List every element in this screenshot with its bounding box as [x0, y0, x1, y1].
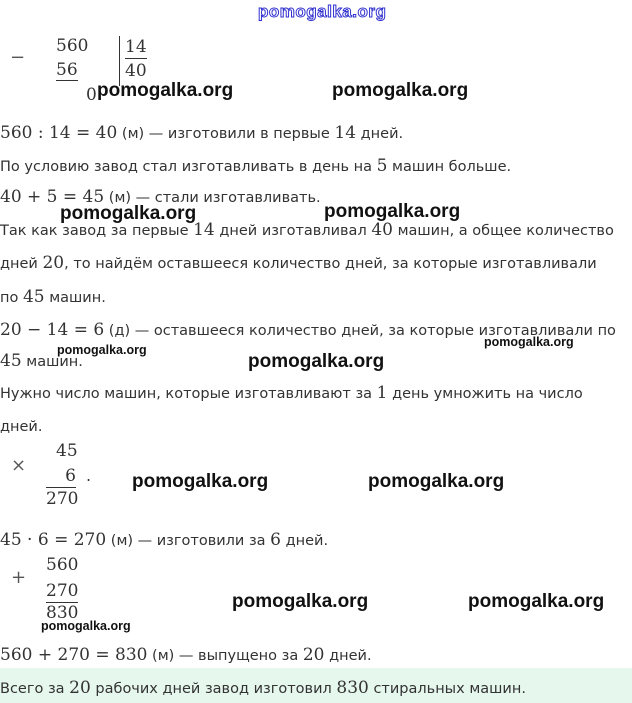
subtrahend: 56: [56, 60, 78, 80]
text-fragment: по: [0, 290, 23, 306]
text-fragment: (м) — стали изготавливать.: [104, 190, 321, 206]
divisor: 14: [125, 37, 147, 57]
text-fragment: (м) — изготовили за: [106, 533, 271, 549]
addend-a: 560: [46, 555, 79, 575]
math-expression: 40: [371, 220, 393, 240]
watermark: pomogalka.org: [468, 591, 605, 612]
math-expression: 40 + 5 = 45: [0, 187, 105, 207]
math-expression: 45 · 6 = 270: [0, 530, 107, 550]
text-fragment: день умножить на число: [387, 386, 583, 402]
text-fragment: (м) — выпущено за: [147, 648, 303, 664]
dot: .: [86, 466, 92, 485]
text-fragment: дней.: [324, 648, 372, 664]
solution-line: [0, 530, 328, 551]
math-expression: 14: [193, 220, 215, 240]
solution-line: [0, 678, 526, 699]
watermark: pomogalka.org: [132, 471, 269, 492]
times-sign: ×: [11, 455, 27, 476]
sum: 830: [46, 603, 79, 623]
text-fragment: Так как завод за первые: [0, 223, 194, 239]
remainder: 0: [86, 85, 97, 105]
watermark: pomogalka.org: [232, 591, 369, 612]
factor-b: 6: [46, 465, 76, 488]
math-expression: 20: [42, 253, 65, 273]
text-fragment: дней: [0, 256, 43, 272]
math-expression: 1: [376, 383, 388, 403]
text-fragment: стиральных машин.: [368, 681, 526, 697]
math-expression: 45: [0, 351, 22, 371]
quotient: 40: [125, 61, 147, 81]
solution-line: [0, 253, 597, 274]
text-fragment: рабочих дней завод изготовил: [90, 681, 337, 697]
text-fragment: По условию завод стал изготавливать в день на: [0, 159, 377, 175]
watermark: pomogalka.org: [60, 203, 197, 224]
watermark-top: pomogalka.org: [258, 2, 387, 21]
text-fragment: дней.: [0, 419, 43, 435]
text-fragment: (д) — оставшееся количество дней, за которые изготавливали по: [104, 323, 616, 339]
text-fragment: дней.: [356, 126, 404, 142]
watermark: pomogalka.org: [324, 201, 461, 222]
math-expression: 560 + 270 = 830: [0, 645, 148, 665]
plus-sign: +: [11, 567, 27, 588]
math-expression: 14: [334, 123, 357, 143]
watermark: pomogalka.org: [484, 335, 574, 349]
text-fragment: машин, а общее количество: [392, 223, 614, 239]
dividend: 560: [56, 36, 89, 56]
text-fragment: машин больше.: [387, 159, 512, 175]
watermark: pomogalka.org: [332, 80, 469, 101]
watermark: pomogalka.org: [41, 619, 131, 633]
math-expression: 20: [69, 678, 91, 698]
text-fragment: дней изготавливал: [214, 223, 372, 239]
solution-line: [0, 417, 42, 437]
factor-a: 45: [56, 441, 78, 461]
watermark: pomogalka.org: [57, 343, 147, 357]
text-fragment: машин.: [21, 354, 83, 370]
math-expression: 830: [336, 678, 369, 698]
division-bar: [119, 36, 120, 86]
solution-line: [0, 383, 583, 404]
text-fragment: дней.: [281, 533, 329, 549]
math-expression: 5: [376, 156, 388, 176]
text-fragment: машин.: [44, 290, 106, 306]
solution-line: [0, 287, 106, 308]
math-expression: 20 − 14 = 6: [0, 320, 105, 340]
product: 270: [46, 489, 79, 509]
text-fragment: , то найдём оставшееся количество дней, за которые изготавливали: [64, 256, 597, 272]
minus-sign: −: [10, 47, 26, 68]
watermark: pomogalka.org: [248, 351, 385, 372]
solution-line: [0, 156, 511, 177]
watermark: pomogalka.org: [368, 471, 505, 492]
math-expression: 45: [22, 287, 45, 307]
solution-line: [0, 123, 403, 144]
watermark: pomogalka.org: [97, 80, 234, 101]
addend-b: 270: [46, 581, 79, 601]
text-fragment: (м) — изготовили в первые: [117, 126, 335, 142]
solution-line: [0, 645, 372, 666]
text-fragment: Нужно число машин, которые изготавливают за: [0, 386, 377, 402]
math-expression: 20: [302, 645, 325, 665]
math-expression: 560 : 14 = 40: [0, 123, 118, 143]
text-fragment: Всего за: [0, 681, 70, 697]
math-expression: 6: [270, 530, 281, 550]
